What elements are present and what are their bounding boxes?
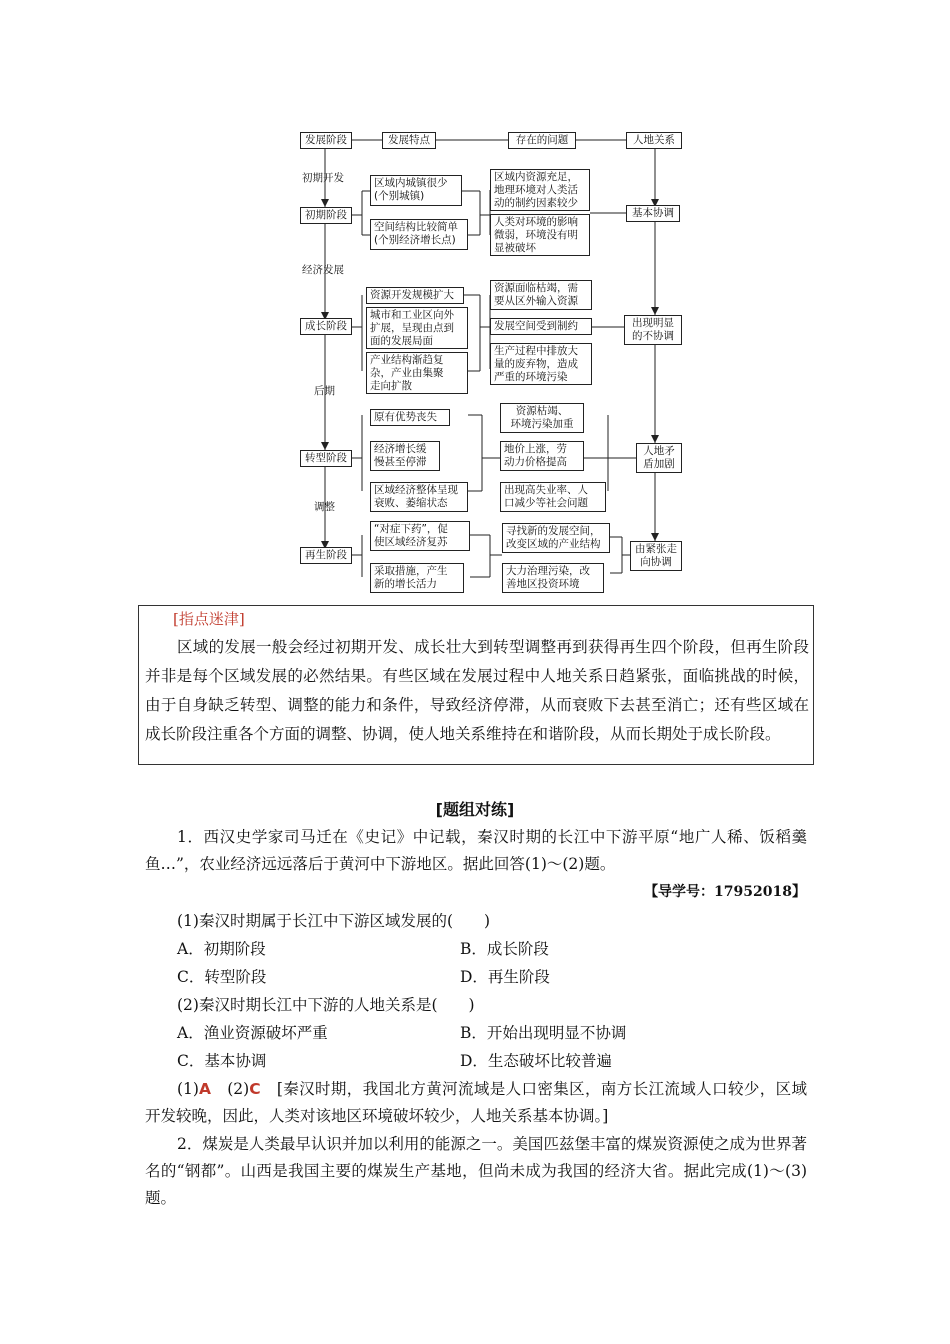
q1-stem: 1．西汉史学家司马迁在《史记》中记载，秦汉时期的长江中下游平原“地广人稀、饭稻羹鱼…”，农业经济远远落后于黄河中下游地区。据此回答(1)～(2)题。 <box>145 828 807 873</box>
feature-box: “对症下药”，促 使区域经济复苏 <box>370 521 470 551</box>
problem-box: 人类对环境的影响 微弱，环境没有明 显被破坏 <box>490 214 590 256</box>
problem-box: 资源枯竭、 环境污染加重 <box>500 403 584 433</box>
header-relation: 人地关系 <box>626 132 682 149</box>
stage-initial: 初期阶段 <box>300 207 352 224</box>
feature-box: 城市和工业区向外 扩展，呈现由点到 面的发展局面 <box>366 307 468 349</box>
section-title: [题组对练] <box>435 800 515 819</box>
relation-box: 人地矛 盾加剧 <box>636 443 682 473</box>
problem-box: 区域内资源充足， 地理环境对人类活 动的制约因素较少 <box>490 169 590 211</box>
feature-box: 原有优势丧失 <box>370 409 450 426</box>
answer-1: A <box>198 1080 211 1098</box>
q1-sub2-option-a: A．渔业资源破坏严重 <box>177 1024 328 1042</box>
header-problem: 存在的问题 <box>508 132 576 149</box>
problem-box: 发展空间受到制约 <box>490 318 592 335</box>
q1-sub1-option-d: D．再生阶段 <box>460 968 550 986</box>
feature-box: 经济增长缓 慢甚至停滞 <box>370 441 440 471</box>
transition-label: 经济发展 <box>302 264 344 276</box>
relation-box: 出现明显 的不协调 <box>624 315 682 345</box>
answer-explanation: [秦汉时期，我国北方黄河流域是人口密集区，南方长江流域人口较少，区域开发较晚，因此，人类对该地区环境破坏较少，人地关系基本协调。] <box>145 1080 807 1125</box>
tip-box <box>138 605 814 765</box>
q1-sub1: (1)秦汉时期属于长江中下游区域发展的( ) <box>177 912 491 930</box>
development-stage-diagram <box>290 125 690 595</box>
answer-prefix: (2) <box>227 1080 250 1098</box>
problem-box: 寻找新的发展空间， 改变区域的产业结构 <box>502 523 610 553</box>
q1-sub2-option-d: D．生态破坏比较普遍 <box>460 1052 612 1070</box>
transition-label: 初期开发 <box>302 172 344 184</box>
stage-growth: 成长阶段 <box>300 318 352 335</box>
q1-answer <box>145 1076 807 1130</box>
q1-sub1-option-b: B．成长阶段 <box>460 940 549 958</box>
stage-transition: 转型阶段 <box>300 450 352 467</box>
tip-title: [指点迷津] <box>173 610 245 628</box>
header-feature: 发展特点 <box>382 132 436 149</box>
q1-sub2: (2)秦汉时期长江中下游的人地关系是( ) <box>177 996 475 1014</box>
q1-sub2-option-c: C．基本协调 <box>177 1052 267 1070</box>
transition-label: 后期 <box>314 385 335 397</box>
q1-sub2-option-b: B．开始出现明显不协调 <box>460 1024 627 1042</box>
answer-2: C <box>249 1080 261 1098</box>
feature-box: 采取措施，产生 新的增长活力 <box>370 563 464 593</box>
feature-box: 资源开发规模扩大 <box>366 287 464 304</box>
q1-sub1-option-a: A．初期阶段 <box>177 940 266 958</box>
feature-box: 产业结构渐趋复 杂，产业由集聚 走向扩散 <box>366 352 468 394</box>
problem-box: 地价上涨，劳 动力价格提高 <box>500 441 584 471</box>
transition-label: 调整 <box>314 501 335 513</box>
problem-box: 大力治理污染，改 善地区投资环境 <box>502 563 604 593</box>
answer-prefix: (1) <box>177 1080 199 1098</box>
problem-box: 生产过程中排放大 量的废弃物，造成 严重的环境污染 <box>490 343 592 385</box>
q2-stem: 2．煤炭是人类最早认识并加以利用的能源之一。美国匹兹堡丰富的煤炭资源使之成为世界著名的“钢都”。山西是我国主要的煤炭生产基地，但尚未成为我国的经济大省。据此完成(1)～(3)题。 <box>145 1135 807 1207</box>
feature-box: 区域内城镇很少 (个别城镇) <box>370 175 462 206</box>
stage-regen: 再生阶段 <box>300 547 352 564</box>
header-stage: 发展阶段 <box>300 132 352 149</box>
relation-box: 由紧张走 向协调 <box>630 541 682 571</box>
q1-sub1-option-c: C．转型阶段 <box>177 968 267 986</box>
problem-box: 出现高失业率、人 口减少等社会问题 <box>500 482 606 512</box>
feature-box: 空间结构比较简单 (个别经济增长点) <box>370 219 468 250</box>
tip-text: 区域的发展一般会经过初期开发、成长壮大到转型调整再到获得再生四个阶段，但再生阶段并非是每个区域发展的必然结果。有些区域在发展过程中人地关系日趋紧张，面临挑战的时候，由于自身缺乏转型、调整的能力和条件，导致经济停滞，从而衰败下去甚至消亡；还有些区域在成长阶段注重各个方面的调整、协调，使人地关系维持在和谐阶段，从而长期处于成长阶段。 <box>145 638 809 743</box>
problem-box: 资源面临枯竭，需 要从区外输入资源 <box>490 280 592 310</box>
relation-box: 基本协调 <box>626 205 680 222</box>
feature-box: 区域经济整体呈现 衰败、萎缩状态 <box>370 482 468 512</box>
guide-number: 【导学号：17952018】 <box>644 884 806 900</box>
